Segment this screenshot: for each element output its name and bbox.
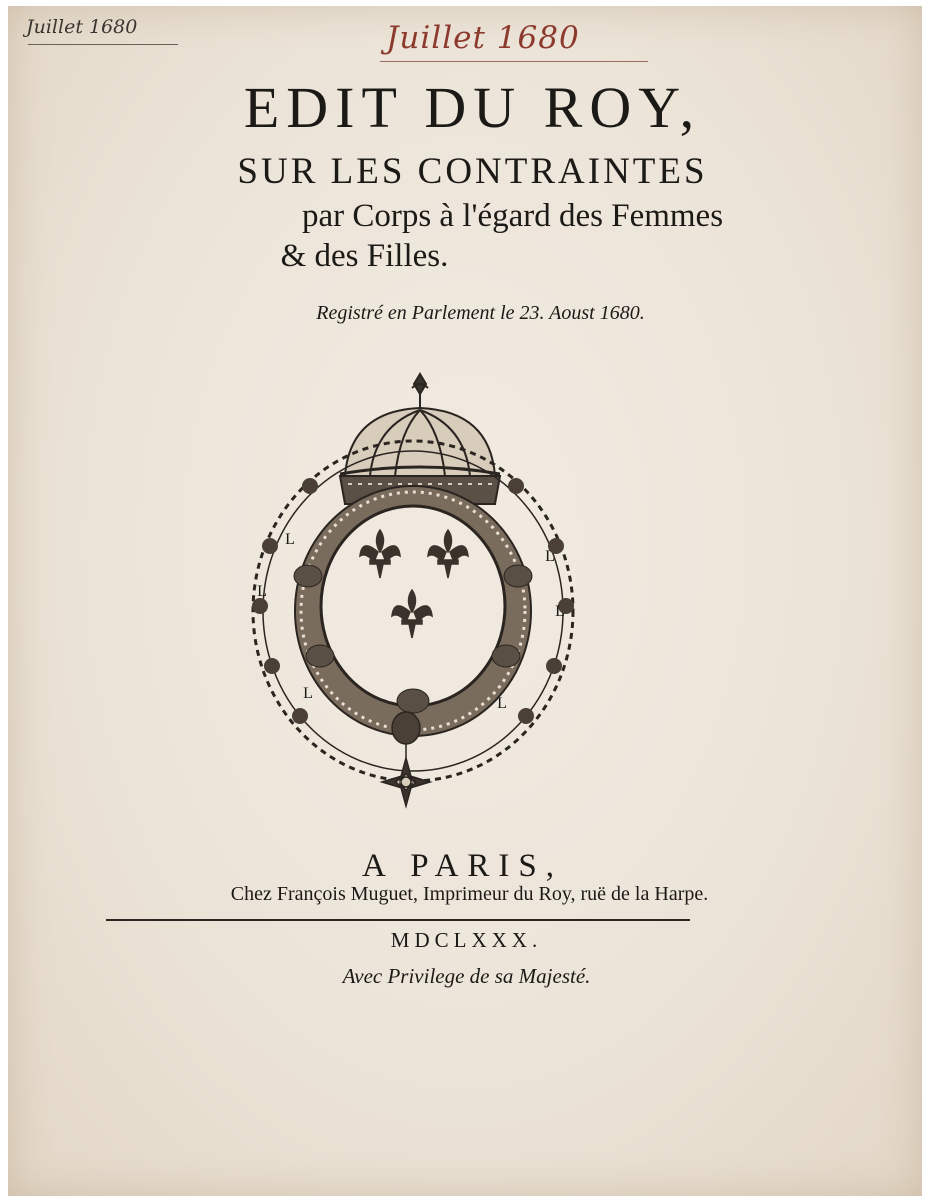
- divider-rule: [106, 919, 690, 921]
- emblem-letter: L: [555, 603, 565, 620]
- handwritten-top-note: Juillet 1680: [386, 20, 580, 56]
- imprint-year: MDCLXXX.: [390, 928, 543, 952]
- subtitle-line-3: & des Filles.: [280, 238, 449, 274]
- royal-arms-icon: [240, 366, 586, 816]
- document-title: EDIT DU ROY,: [243, 75, 702, 140]
- emblem-letter: L: [285, 531, 295, 548]
- royal-privilege: Avec Privilege de sa Majesté.: [342, 964, 591, 988]
- document-page: [8, 6, 922, 1196]
- top-note-underline: [380, 61, 648, 62]
- emblem-letter: L: [545, 548, 555, 565]
- emblem-letter: L: [497, 695, 507, 712]
- imprint-printer: Chez François Muguet, Imprimeur du Roy, ruë de la Harpe.: [230, 883, 709, 905]
- handwritten-corner-note: Juillet 1680: [26, 16, 138, 38]
- corner-note-underline: [28, 44, 178, 45]
- crown-icon: [340, 374, 500, 504]
- registration-line: Registré en Parlement le 23. Aoust 1680.: [316, 302, 645, 324]
- imprint-city: A PARIS,: [361, 848, 564, 884]
- subtitle-line-1: SUR LES CONTRAINTES: [237, 151, 708, 192]
- subtitle-line-2: par Corps à l'égard des Femmes: [301, 198, 724, 234]
- emblem-letter: L: [257, 583, 267, 600]
- emblem-letter: L: [303, 685, 313, 702]
